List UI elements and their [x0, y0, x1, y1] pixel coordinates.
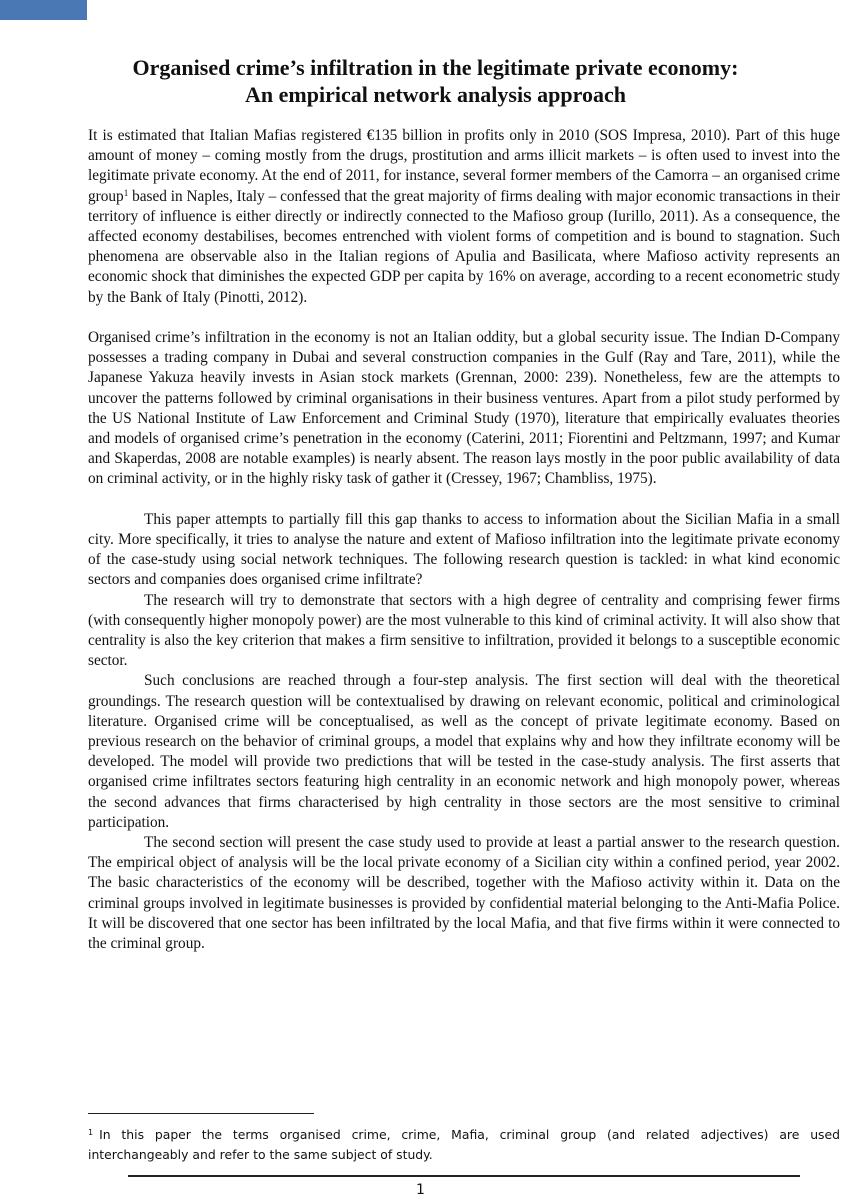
- body-text: [88, 126, 840, 954]
- footnote-text: In this paper the terms organised crime, crime, Mafia, criminal group (and related adjectives) are used interchangeably and refer to the same subject of study.: [88, 1127, 840, 1162]
- paragraph-2: Organised crime’s infiltration in the economy is not an Italian oddity, but a global security issue. The Indian D-Company possesses a trading company in Dubai and several construction companies in the Gulf (Ray and Tare, 2011), while the Japanese Yakuza heavily invests in Asian stock markets (Grennan, 2000: 239). Nonetheless, few are the attempts to uncover the patterns followed by criminal organisations in their business ventures. Apart from a pilot study performed by the US National Institute of Law Enforcement and Criminal Study (1970), literature that empirically evaluates theories and models of organised crime’s penetration in the economy (Caterini, 2011; Fiorentini and Peltzmann, 1997; and Kumar and Skaperdas, 2008 are notable examples) is nearly absent. The reason lays mostly in the poor public availability of data on criminal activity, or in the highly risky task of gather it (Cressey, 1967; Chambliss, 1975).: [88, 329, 840, 488]
- page-number: 1: [416, 1182, 425, 1198]
- footnote-number: 1: [88, 1128, 94, 1137]
- title-line-2: An empirical network analysis approach: [245, 82, 626, 107]
- corner-tab-decoration: [0, 0, 87, 20]
- paragraph-5: Such conclusions are reached through a four-step analysis. The first section will deal with the theoretical groundings. The research question will be contextualised by drawing on relevant economic, political and criminological literature. Organised crime will be conceptualised, as well as the concept of private legitimate economy. Based on previous research on the behavior of criminal groups, a model that explains why and how they infiltrate economy will be developed. The model will provide two predictions that will be tested in the case-study analysis. The first asserts that organised crime infiltrates sectors featuring high centrality in an economic network and high monopoly power, whereas the second advances that firms characterised by high centrality in those sectors are the most sensitive to criminal participation.: [88, 672, 840, 831]
- paragraph-6: The second section will present the case study used to provide at least a partial answer to the research question. The empirical object of analysis will be the local private economy of a Sicilian city within a confined period, year 2002. The basic characteristics of the economy will be described, together with the Mafioso activity within it. Data on the criminal groups involved in legitimate businesses is provided by confidential material belonging to the Anti-Mafia Police. It will be discovered that one sector has been infiltrated by the local Mafia, and that five firms within it were connected to the criminal group.: [88, 834, 840, 953]
- paragraph-1: It is estimated that Italian Mafias registered €135 billion in profits only in 2010 (SOS Impresa, 2010). Part of this huge amount of money – coming mostly from the drugs, prostitution and arms illicit markets – is often used to invest into the legitimate private economy. At the end of 2011, for instance, several former members of the Camorra – an organised crime group$^1$ based in Naples, Italy – confessed that the great majority of firms dealing with major economic transactions in their territory of influence is either directly or indirectly connected to the Mafioso group (Iurillo, 2011). As a consequence, the affected economy destabilises, becomes entrenched with violent forms of competition and is bound to stagnation. Such phenomena are observable also in the Italian regions of Apulia and Basilicata, where Mafioso activity represents an economic shock that diminishes the expected GDP per capita by 16% on average, according to a recent econometric study by the Bank of Italy (Pinotti, 2012).: [88, 127, 840, 306]
- footnote-separator: [88, 1113, 314, 1114]
- title-line-1: Organised crime’s infiltration in the legitimate private economy:: [132, 55, 739, 80]
- paragraph-4: The research will try to demonstrate that sectors with a high degree of centrality and comprising fewer firms (with consequently higher monopoly power) are the most vulnerable to this kind of criminal activity. It will also show that centrality is also the key criterion that makes a firm sensitive to infiltration, provided it belongs to a susceptible economic sector.: [88, 591, 840, 670]
- footnote-ref: 1: [123, 187, 129, 198]
- footnote: [88, 1125, 840, 1165]
- page-footer-rule: [128, 1175, 800, 1177]
- paragraph-3: This paper attempts to partially fill this gap thanks to access to information about the Sicilian Mafia in a small city. More specifically, it tries to analyse the nature and extent of Mafioso infiltration into the legitimate private economy of the case-study using social network techniques. The following research question is tackled: in what kind economic sectors and companies does organised crime infiltrate?: [88, 510, 840, 589]
- paper-title: [60, 54, 811, 108]
